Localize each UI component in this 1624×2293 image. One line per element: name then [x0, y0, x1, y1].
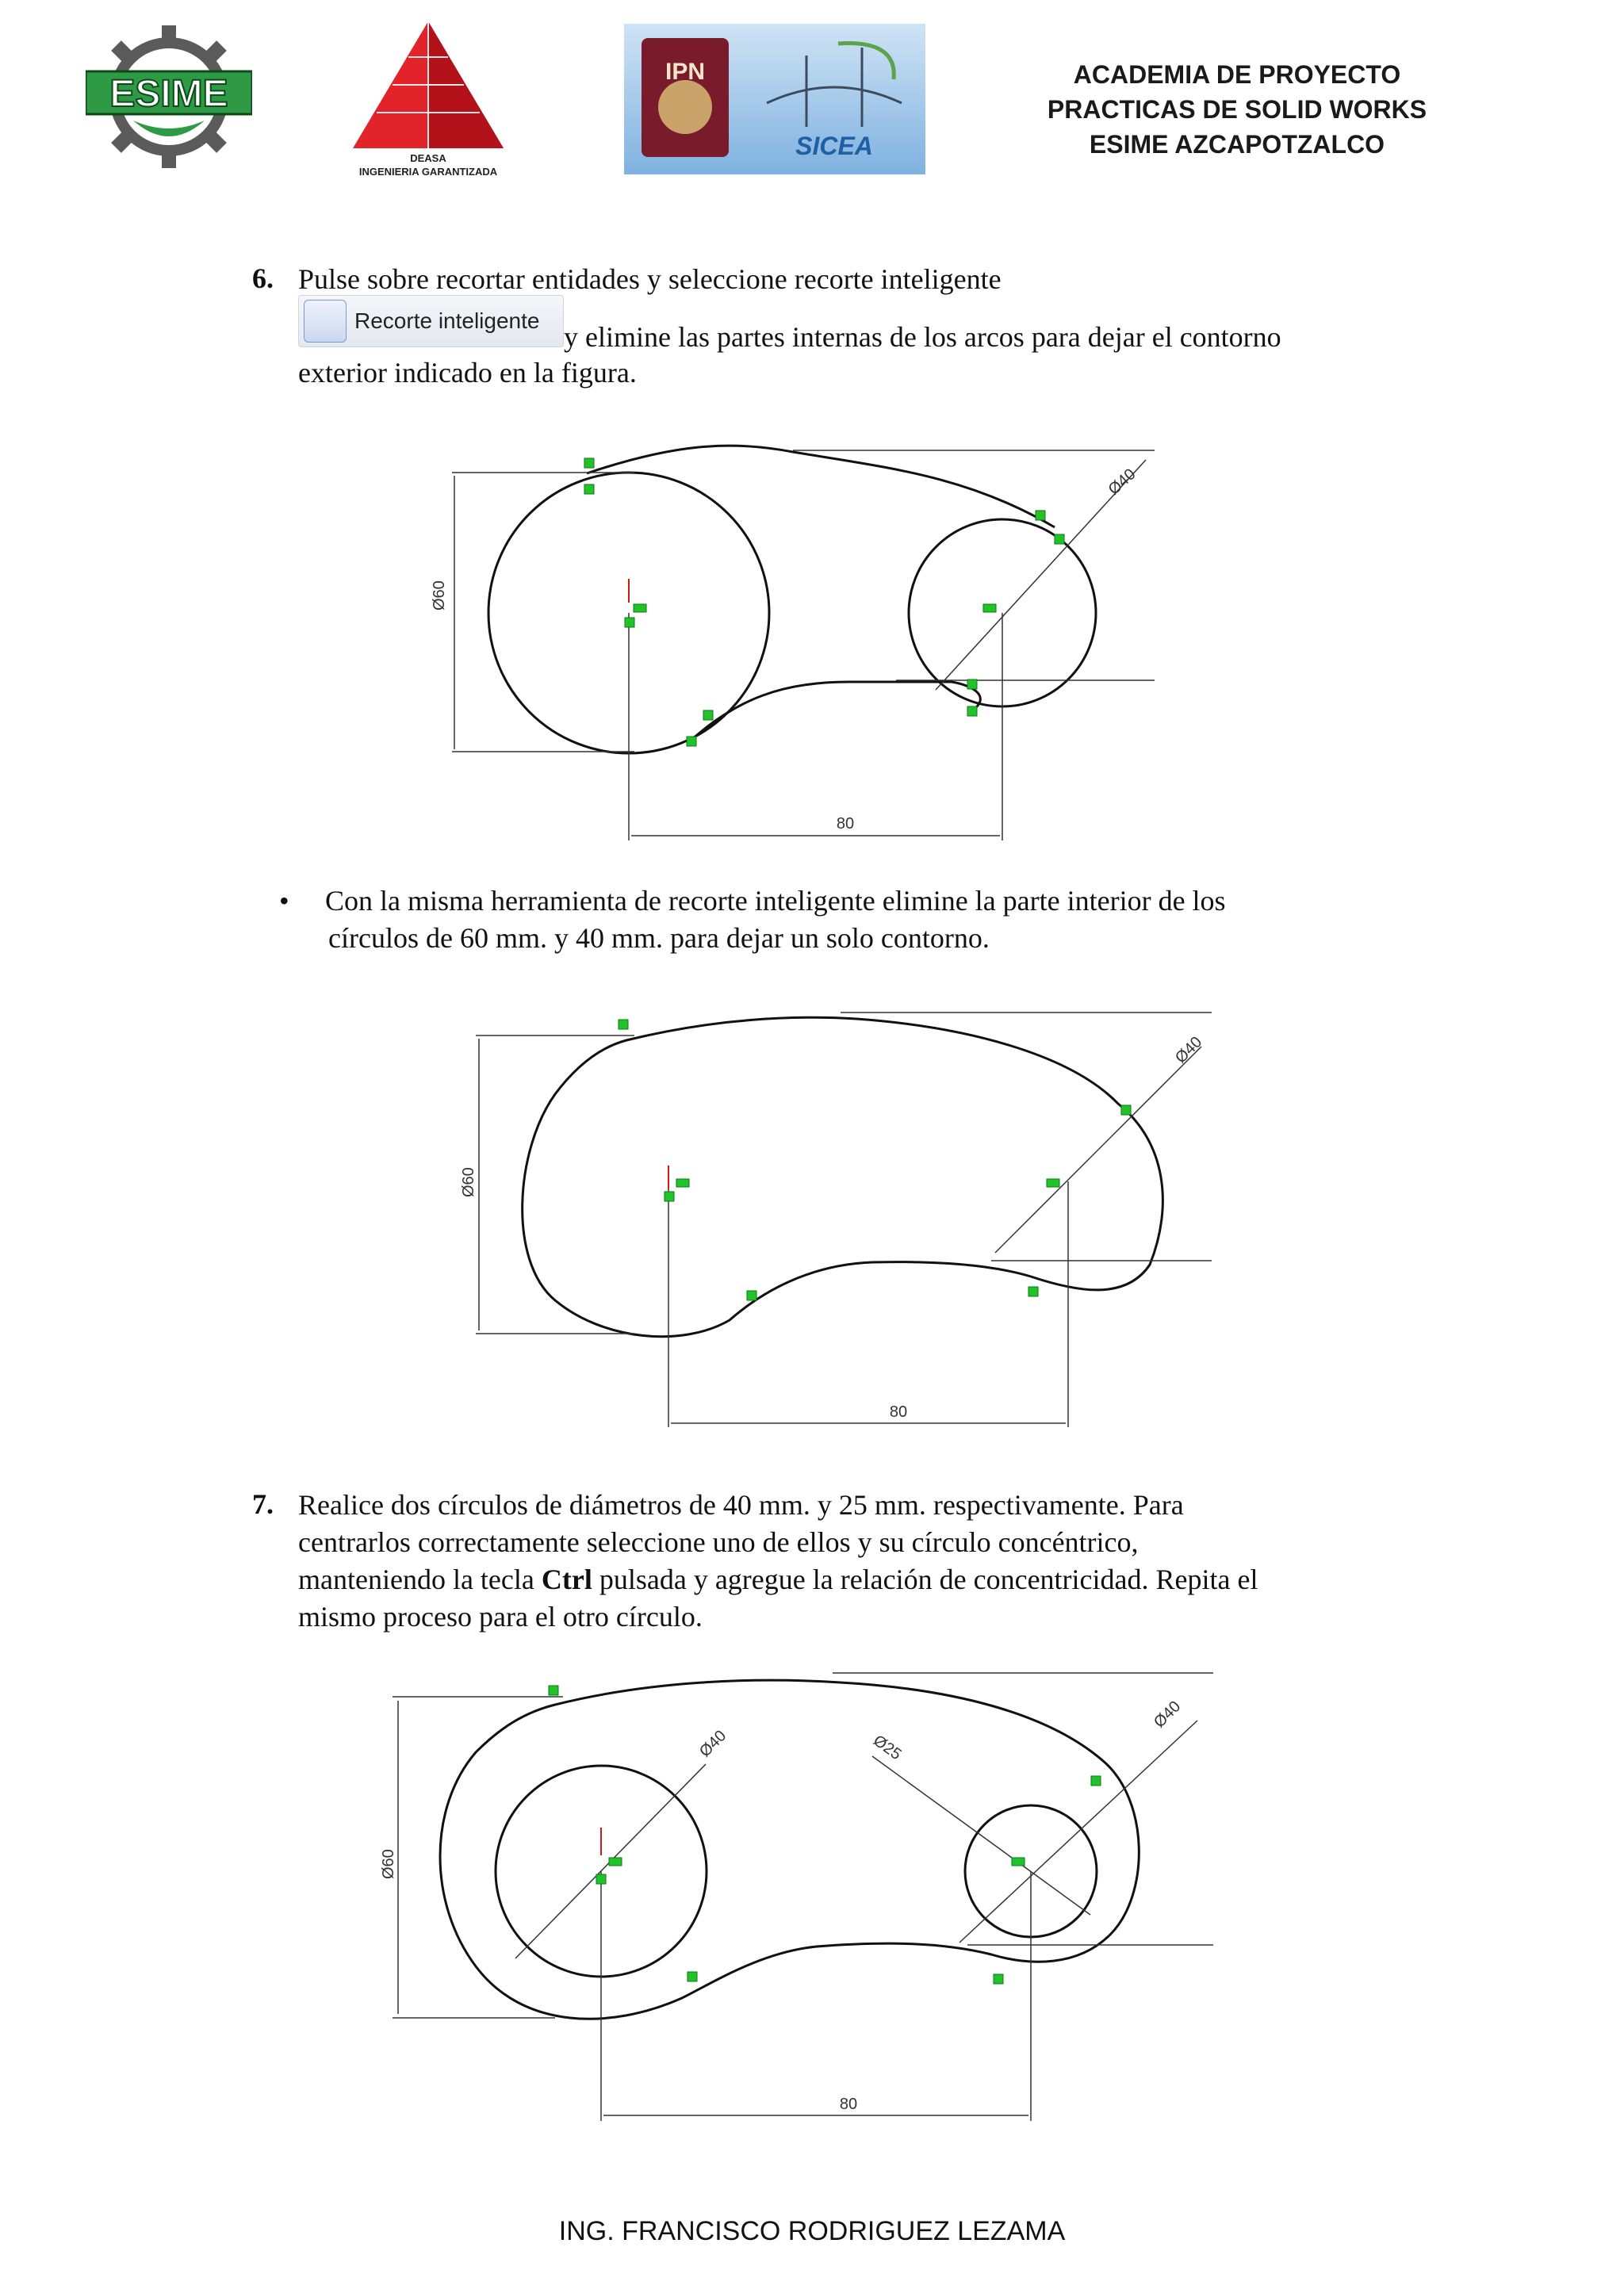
fig3-dim-inner-40: Ø40	[695, 1727, 730, 1761]
step-6-line-2: y elimine las partes internas de los arcos para dejar el contorno	[564, 321, 1281, 353]
step-6-number: 6.	[252, 262, 274, 294]
esime-logo-text: ESIME	[109, 73, 228, 115]
deasa-logo	[337, 17, 519, 184]
bullet-line-1: Con la misma herramienta de recorte inteligente elimine la parte interior de los	[325, 885, 1226, 917]
step-6-line-3: exterior indicado en la figura.	[298, 357, 637, 389]
footer-author: ING. FRANCISCO RODRIGUEZ LEZAMA	[558, 2216, 1066, 2246]
sicea-logo-text: SICEA	[795, 132, 873, 160]
esime-logo	[86, 25, 252, 168]
fig1-circle-60	[488, 473, 769, 753]
step-7-line-3	[298, 1561, 1258, 1598]
fig2-dim-60: Ø60	[460, 1167, 477, 1197]
fig3-inner-circle-40	[496, 1766, 707, 1977]
step-7-line-3-pre: manteniendo la tecla	[298, 1564, 542, 1595]
fig3-dim-40: Ø40	[1150, 1698, 1185, 1732]
bullet-line-2: círculos de 60 mm. y 40 mm. para dejar un solo contorno.	[328, 922, 990, 954]
header-line-2: PRACTICAS DE SOLID WORKS	[1047, 95, 1427, 124]
step-7-line-2: centrarlos correctamente seleccione uno de ellos y su círculo concéntrico,	[298, 1526, 1139, 1558]
fig3-dim-60: Ø60	[380, 1849, 397, 1879]
recorte-inteligente-button[interactable]	[298, 295, 564, 347]
header-line-3: ESIME AZCAPOTZALCO	[1089, 130, 1385, 159]
step-6-line-1: Pulse sobre recortar entidades y seleccione recorte inteligente	[298, 263, 1002, 295]
ipn-sicea-logo	[624, 24, 925, 174]
deasa-logo-tagline: INGENIERIA GARANTIZADA	[358, 166, 498, 178]
step-7-line-3-post: pulsada y agregue la relación de concentricidad. Repita el	[592, 1564, 1258, 1595]
fig1-tangent-arc-top	[587, 446, 1055, 527]
step-7-line-4: mismo proceso para el otro círculo.	[298, 1601, 703, 1633]
trim-tool-icon	[304, 300, 347, 343]
fig1-dim-40: Ø40	[1105, 465, 1139, 499]
fig1-tangent-arc-bottom	[690, 682, 980, 741]
fig3-inner-circle-25	[965, 1805, 1097, 1937]
step-7-number: 7.	[252, 1488, 274, 1520]
fig1-dim-80: 80	[836, 815, 855, 833]
fig3-outer-contour	[440, 1680, 1139, 2019]
fig1-circle-40	[909, 519, 1096, 706]
ctrl-key-label: Ctrl	[541, 1564, 592, 1595]
fig2-outer-contour	[523, 1017, 1163, 1336]
header-title	[991, 57, 1483, 162]
fig2-dim-80: 80	[889, 1403, 908, 1421]
fig3-dim-25: Ø25	[870, 1732, 905, 1764]
deasa-logo-name: DEASA	[410, 152, 446, 164]
ipn-logo-text: IPN	[665, 59, 706, 85]
fig1-dim-60: Ø60	[431, 580, 448, 611]
bullet-symbol: •	[279, 885, 289, 917]
header-line-1: ACADEMIA DE PROYECTO	[1073, 60, 1401, 89]
fig3-dim-80: 80	[839, 2096, 858, 2113]
fig2-dim-40: Ø40	[1171, 1033, 1206, 1067]
recorte-inteligente-label: Recorte inteligente	[354, 308, 540, 333]
step-7-line-1: Realice dos círculos de diámetros de 40 mm. y 25 mm. respectivamente. Para	[298, 1489, 1184, 1521]
